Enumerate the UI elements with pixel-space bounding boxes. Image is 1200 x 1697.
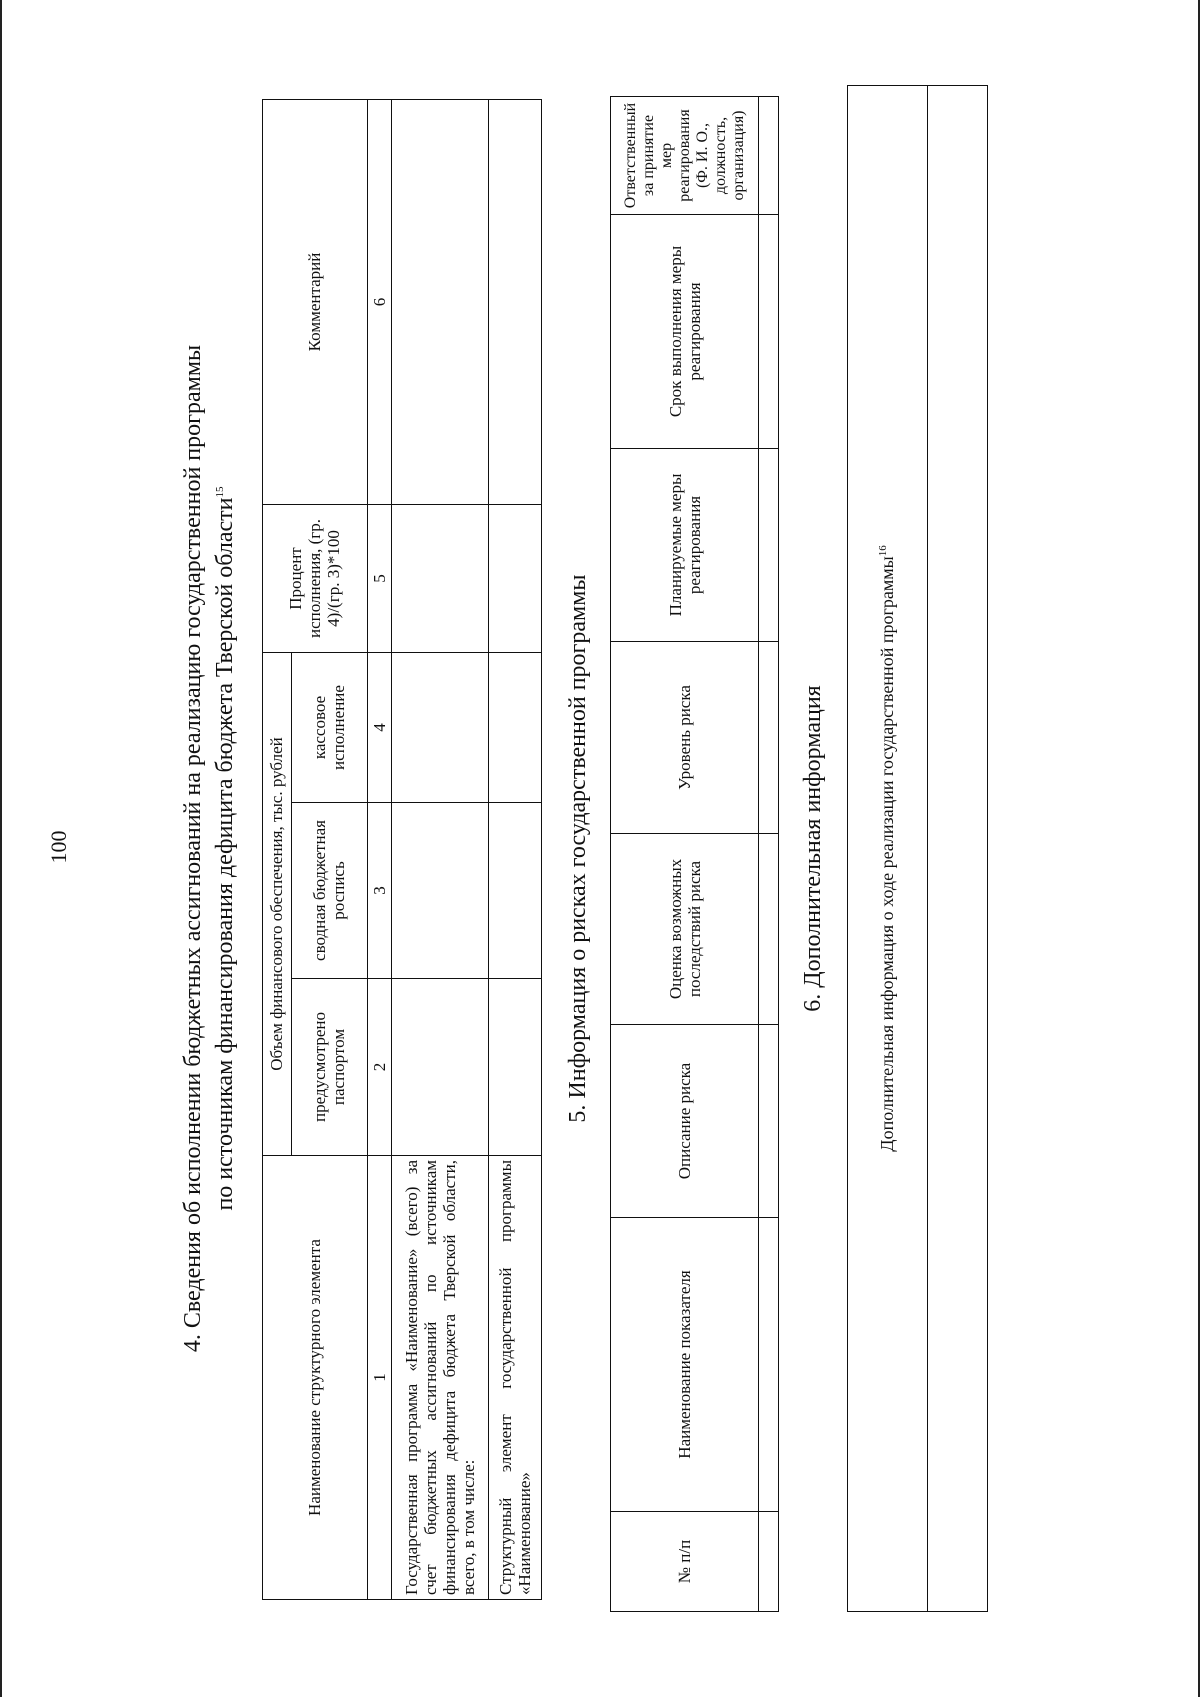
row-element-name: Структурный элемент государственной программы «Наименование» <box>488 1156 541 1600</box>
page-number: 100 <box>46 830 71 864</box>
section6-title: 6. Дополнительная информация <box>800 685 826 1012</box>
cell <box>759 1512 779 1612</box>
cell <box>759 834 779 1025</box>
colnum-2: 2 <box>367 979 392 1156</box>
header-planned-measures: Планируемые меры реагирования <box>611 449 759 642</box>
cell <box>759 1025 779 1218</box>
header-responsible: Ответственный за принятие мер реагирования (Ф. И. О., должность, организация) <box>611 97 759 215</box>
cell <box>392 979 488 1156</box>
section4-title-line1: 4. Сведения об исполнении бюджетных ассигнований на реализацию государственной программы <box>180 344 206 1353</box>
footnote-16: 16 <box>877 545 889 557</box>
section4-title <box>180 30 239 1667</box>
cell <box>392 652 488 802</box>
cell <box>488 99 541 504</box>
table-row <box>759 97 779 1612</box>
header-risk-consequences: Оценка возможных последствий риска <box>611 834 759 1025</box>
cell <box>488 803 541 979</box>
colnum-4: 4 <box>367 652 392 802</box>
header-indicator: Наименование показателя <box>611 1218 759 1512</box>
cell <box>488 979 541 1156</box>
colnum-1: 1 <box>367 1156 392 1600</box>
header-name: Наименование структурного элемента <box>263 1156 368 1600</box>
cell <box>759 1218 779 1512</box>
row-program-name: Государственная программа «Наименование» (всего) за счет бюджетных ассигнований по источникам финансирования дефицита бюджета Тверской области, всего, в том числе: <box>392 1156 488 1600</box>
colnum-6: 6 <box>367 99 392 504</box>
additional-info-text: Дополнительная информация о ходе реализации государственной программы <box>877 556 897 1152</box>
section4-table <box>262 99 542 1600</box>
header-cash: кассовое исполнение <box>291 652 367 802</box>
cell <box>928 86 988 1612</box>
header-number: № п/п <box>611 1512 759 1612</box>
cell <box>392 99 488 504</box>
additional-info-label <box>848 86 928 1612</box>
header-comment: Комментарий <box>263 99 368 504</box>
cell <box>759 215 779 449</box>
table-row <box>392 99 488 1599</box>
table-row <box>928 86 988 1612</box>
header-volume: Объем финансового обеспечения, тыс. рублей <box>263 652 292 1155</box>
header-risk-description: Описание риска <box>611 1025 759 1218</box>
cell <box>488 504 541 652</box>
section5-table <box>610 96 779 1612</box>
footnote-15: 15 <box>214 486 226 498</box>
header-risk-level: Уровень риска <box>611 642 759 834</box>
cell <box>759 642 779 834</box>
section4-title-line2: по источникам финансирования дефицита бюджета Тверской области <box>212 497 238 1211</box>
colnum-5: 5 <box>367 504 392 652</box>
section6-table <box>847 85 988 1612</box>
cell <box>488 652 541 802</box>
header-percent: Процент исполнения, (гр. 4)/(гр. 3)*100 <box>263 504 368 652</box>
cell <box>759 449 779 642</box>
header-measure-deadline: Срок выполнения меры реагирования <box>611 215 759 449</box>
section5-title: 5. Информация о рисках государственной программы <box>565 574 591 1123</box>
cell <box>759 97 779 215</box>
table-row <box>488 99 541 1599</box>
header-budget: сводная бюджетная роспись <box>291 803 367 979</box>
cell <box>392 803 488 979</box>
header-planned: предусмотрено паспортом <box>291 979 367 1156</box>
colnum-3: 3 <box>367 803 392 979</box>
cell <box>392 504 488 652</box>
